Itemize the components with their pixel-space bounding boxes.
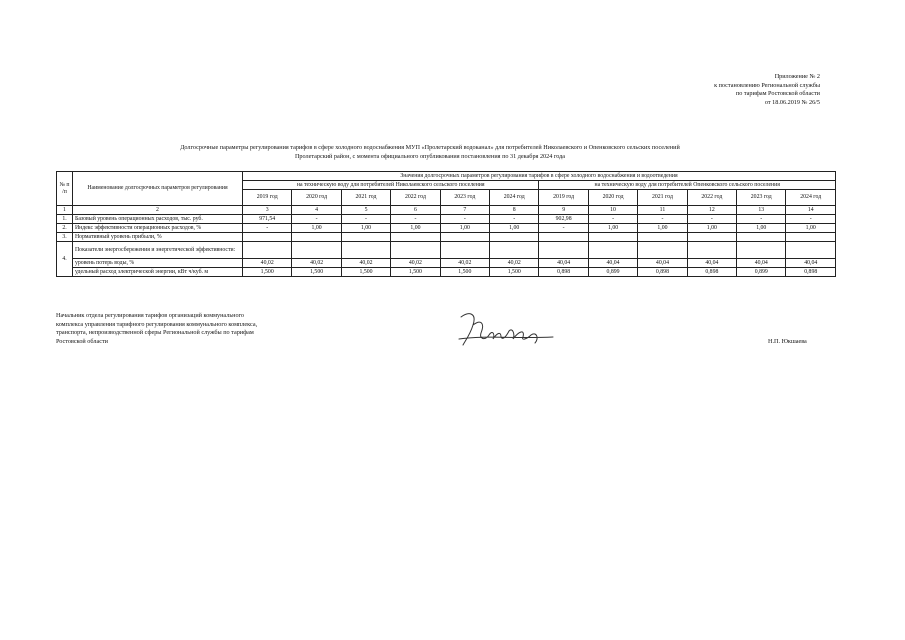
- value-cell: 1,00: [440, 224, 489, 233]
- value-cell: 40,04: [588, 259, 637, 268]
- position-line: Ростовской области: [56, 337, 108, 345]
- row-name: Нормативный уровень прибыли, %: [73, 233, 243, 242]
- value-cell: 40,04: [737, 259, 786, 268]
- year-cell: 2022 год: [391, 190, 440, 206]
- value-cell: 40,02: [440, 259, 489, 268]
- header-num: № п /п: [57, 172, 73, 206]
- table-row: [57, 233, 836, 242]
- value-cell: [786, 242, 836, 259]
- value-cell: [391, 233, 440, 242]
- value-cell: [243, 233, 292, 242]
- col-number: 4: [292, 206, 341, 215]
- row-name: Показатели энергосбережения и энергетической эффективности:: [73, 242, 243, 259]
- year-cell: 2019 год: [539, 190, 588, 206]
- signatory-position: [56, 312, 257, 346]
- value-cell: 40,02: [341, 259, 390, 268]
- year-cell: 2020 год: [292, 190, 341, 206]
- appendix-line: от 18.06.2019 № 26/5: [764, 98, 820, 106]
- value-cell: -: [687, 215, 736, 224]
- row-number: 1.: [57, 215, 73, 224]
- row-name: Базовый уровень операционных расходов, тыс. руб.: [73, 215, 243, 224]
- value-cell: [588, 242, 637, 259]
- year-cell: 2024 год: [786, 190, 836, 206]
- value-cell: [588, 233, 637, 242]
- table-row: [57, 224, 836, 233]
- value-cell: 1,500: [391, 268, 440, 277]
- row-number: 2.: [57, 224, 73, 233]
- row-number: 3.: [57, 233, 73, 242]
- col-number: 14: [786, 206, 836, 215]
- col-number: 3: [243, 206, 292, 215]
- value-cell: 1,00: [687, 224, 736, 233]
- value-cell: -: [341, 215, 390, 224]
- col-number: 11: [638, 206, 687, 215]
- table-header-row: [57, 172, 836, 181]
- value-cell: [786, 233, 836, 242]
- value-cell: 1,500: [243, 268, 292, 277]
- col-number: 7: [440, 206, 489, 215]
- value-cell: [687, 242, 736, 259]
- value-cell: 0,899: [588, 268, 637, 277]
- value-cell: 40,02: [391, 259, 440, 268]
- value-cell: -: [786, 215, 836, 224]
- appendix-line: по тарифам Ростовской области: [735, 90, 820, 98]
- year-cell: 2023 год: [440, 190, 489, 206]
- value-cell: 40,04: [539, 259, 588, 268]
- value-cell: 1,00: [490, 224, 539, 233]
- value-cell: [292, 233, 341, 242]
- value-cell: 40,02: [292, 259, 341, 268]
- value-cell: 0,898: [638, 268, 687, 277]
- position-line: комплекса управления тарифного регулирования коммунального комплекса,: [56, 320, 258, 328]
- signatory-name: Н.П. Юкшаева: [768, 338, 807, 345]
- handwritten-signature: [455, 305, 565, 351]
- header-name: Наименование долгосрочных параметров регулирования: [73, 172, 243, 206]
- value-cell: 1,00: [292, 224, 341, 233]
- value-cell: 1,500: [341, 268, 390, 277]
- col-number: 5: [341, 206, 390, 215]
- value-cell: 1,00: [786, 224, 836, 233]
- parameters-table: [56, 171, 836, 277]
- table-row: [57, 268, 836, 277]
- appendix-line: Приложение № 2: [774, 73, 820, 80]
- col-number: 9: [539, 206, 588, 215]
- value-cell: -: [737, 215, 786, 224]
- row-name: Индекс эффективности операционных расходов, %: [73, 224, 243, 233]
- value-cell: [292, 242, 341, 259]
- value-cell: [341, 242, 390, 259]
- value-cell: 1,500: [490, 268, 539, 277]
- header-group-2: на техническую воду для потребителей Опенковского сельского поселения: [539, 181, 836, 190]
- value-cell: -: [243, 224, 292, 233]
- value-cell: 0,899: [737, 268, 786, 277]
- value-cell: 40,04: [786, 259, 836, 268]
- position-line: транспорта, непроизводственной сферы Региональной службы по тарифам: [56, 329, 254, 337]
- value-cell: [737, 233, 786, 242]
- value-cell: [490, 242, 539, 259]
- header-values: Значения долгосрочных параметров регулирования тарифов в сфере холодного водоснабжения и водоотведения: [243, 172, 836, 181]
- title-line: Долгосрочные параметры регулирования тарифов в сфере холодного водоснабжения МУП «Пролетарский водоканал» для потребителей Николаевского и Опенковского сельских поселений: [180, 144, 680, 151]
- value-cell: 0,898: [786, 268, 836, 277]
- value-cell: 1,500: [440, 268, 489, 277]
- col-number: 10: [588, 206, 637, 215]
- value-cell: [440, 233, 489, 242]
- year-cell: 2021 год: [341, 190, 390, 206]
- document-title: [110, 144, 750, 161]
- value-cell: 971,54: [243, 215, 292, 224]
- value-cell: 0,898: [687, 268, 736, 277]
- value-cell: [391, 242, 440, 259]
- col-number: 8: [490, 206, 539, 215]
- table-row: [57, 259, 836, 268]
- year-cell: 2020 год: [588, 190, 637, 206]
- value-cell: 40,04: [638, 259, 687, 268]
- col-number: 1: [57, 206, 73, 215]
- value-cell: 1,00: [341, 224, 390, 233]
- value-cell: [638, 242, 687, 259]
- row-name: уровень потерь воды, %: [73, 259, 243, 268]
- value-cell: [687, 233, 736, 242]
- value-cell: [539, 233, 588, 242]
- value-cell: [539, 242, 588, 259]
- value-cell: 1,00: [391, 224, 440, 233]
- position-line: Начальник отдела регулирования тарифов организаций коммунального: [56, 312, 245, 319]
- value-cell: -: [588, 215, 637, 224]
- row-number: 4.: [57, 242, 73, 277]
- value-cell: -: [440, 215, 489, 224]
- value-cell: 902,98: [539, 215, 588, 224]
- value-cell: [638, 233, 687, 242]
- value-cell: 1,00: [638, 224, 687, 233]
- value-cell: [440, 242, 489, 259]
- year-cell: 2021 год: [638, 190, 687, 206]
- value-cell: [490, 233, 539, 242]
- value-cell: -: [391, 215, 440, 224]
- appendix-line: к постановлению Региональной службы: [714, 81, 820, 89]
- value-cell: 40,04: [687, 259, 736, 268]
- col-number: 13: [737, 206, 786, 215]
- value-cell: 40,02: [490, 259, 539, 268]
- value-cell: -: [490, 215, 539, 224]
- table-row: [57, 242, 836, 259]
- year-cell: 2022 год: [687, 190, 736, 206]
- value-cell: 40,02: [243, 259, 292, 268]
- col-number: 12: [687, 206, 736, 215]
- value-cell: -: [539, 224, 588, 233]
- value-cell: [243, 242, 292, 259]
- year-cell: 2019 год: [243, 190, 292, 206]
- value-cell: -: [638, 215, 687, 224]
- table-row: [57, 215, 836, 224]
- appendix-header: [714, 73, 820, 107]
- value-cell: 1,00: [737, 224, 786, 233]
- col-number: 2: [73, 206, 243, 215]
- header-group-1: на техническую воду для потребителей Николаевского сельского поселения: [243, 181, 539, 190]
- value-cell: [737, 242, 786, 259]
- row-name: удельный расход электрической энергии, кВт ч/куб. м: [73, 268, 243, 277]
- col-number: 6: [391, 206, 440, 215]
- column-numbers-row: [57, 206, 836, 215]
- year-cell: 2024 год: [490, 190, 539, 206]
- value-cell: 1,00: [588, 224, 637, 233]
- value-cell: -: [292, 215, 341, 224]
- year-cell: 2023 год: [737, 190, 786, 206]
- value-cell: 1,500: [292, 268, 341, 277]
- value-cell: [341, 233, 390, 242]
- title-line: Пролетарский район, с момента официального опубликования постановления по 31 декабря 2024 года: [294, 152, 566, 160]
- value-cell: 0,898: [539, 268, 588, 277]
